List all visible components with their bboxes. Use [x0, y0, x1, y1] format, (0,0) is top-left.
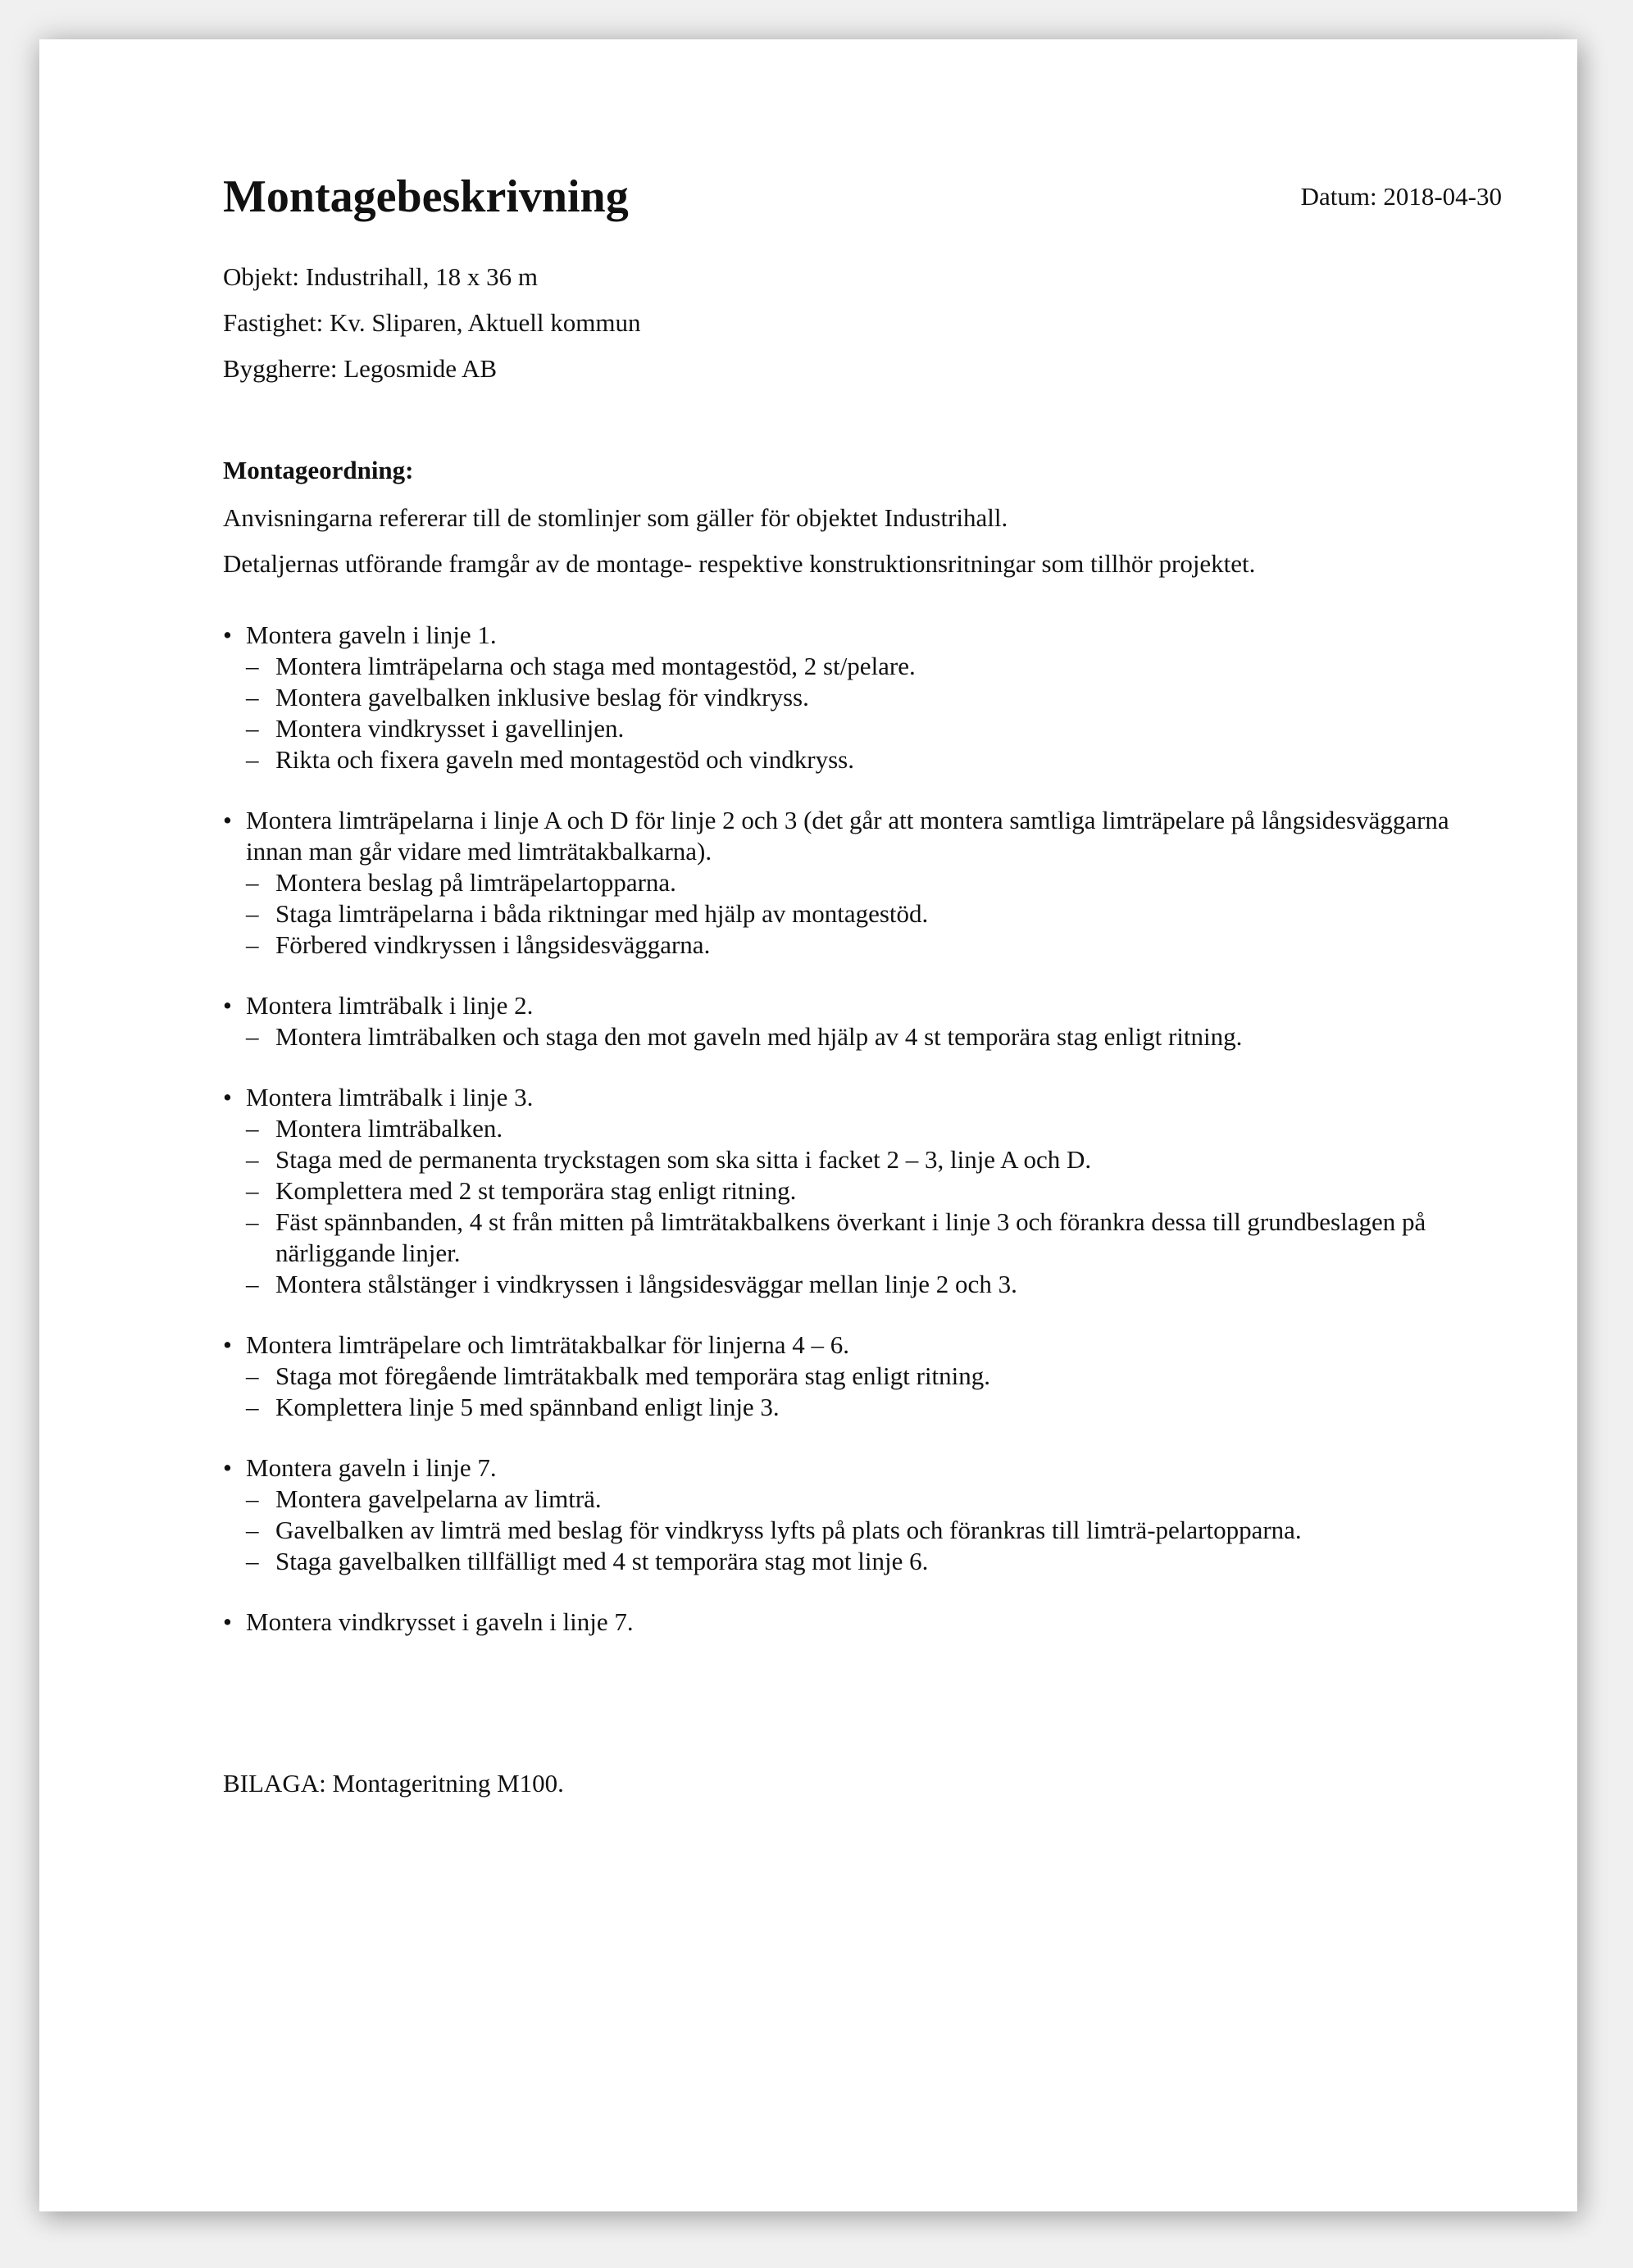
dash-marker: –	[246, 899, 259, 928]
assembly-step	[223, 990, 1502, 1052]
dash-marker: –	[246, 1393, 259, 1421]
bullet-marker: •	[223, 806, 232, 834]
step-text: Montera limträpelarna i linje A och D för linje 2 och 3 (det går att montera samtliga limträpelare på långsidesväggarna innan man går vidare med limträtakbalkarna).	[246, 806, 1449, 866]
step-line	[223, 620, 1502, 651]
sub-step	[223, 1484, 1502, 1515]
dash-marker: –	[246, 1361, 259, 1390]
sub-step-text: Gavelbalken av limträ med beslag för vindkryss lyfts på plats och förankras till limträ-pelartopparna.	[275, 1516, 1302, 1544]
dash-marker: –	[246, 1516, 259, 1544]
dash-marker: –	[246, 1022, 259, 1051]
step-line	[223, 990, 1502, 1021]
dash-marker: –	[246, 652, 259, 680]
sub-step	[223, 1361, 1502, 1392]
bullet-marker: •	[223, 1330, 232, 1359]
sub-step-text: Förbered vindkryssen i långsidesväggarna.	[275, 930, 711, 959]
step-line	[223, 805, 1502, 867]
dash-marker: –	[246, 1484, 259, 1513]
sub-step-text: Staga med de permanenta tryckstagen som ska sitta i facket 2 – 3, linje A och D.	[275, 1145, 1092, 1174]
assembly-step	[223, 1329, 1502, 1423]
assembly-step	[223, 620, 1502, 775]
dash-marker: –	[246, 714, 259, 743]
sub-step	[223, 898, 1502, 929]
assembly-step	[223, 1607, 1502, 1638]
sub-step-text: Komplettera linje 5 med spännband enligt linje 3.	[275, 1393, 780, 1421]
dash-marker: –	[246, 1176, 259, 1205]
meta-property: Fastighet: Kv. Sliparen, Aktuell kommun	[223, 308, 641, 337]
document-title: Montagebeskrivning	[223, 171, 629, 222]
meta-object: Objekt: Industrihall, 18 x 36 m	[223, 262, 539, 291]
sub-step-text: Montera limträbalken.	[275, 1114, 503, 1143]
bullet-marker: •	[223, 1453, 232, 1482]
sub-step-text: Komplettera med 2 st temporära stag enligt ritning.	[275, 1176, 797, 1205]
sub-step	[223, 1269, 1502, 1300]
dash-marker: –	[246, 1114, 259, 1143]
dash-marker: –	[246, 1145, 259, 1174]
attachment-note: BILAGA: Montageritning M100.	[223, 1769, 564, 1798]
assembly-step	[223, 805, 1502, 961]
step-line	[223, 1607, 1502, 1638]
sub-step-text: Montera stålstänger i vindkryssen i långsidesväggar mellan linje 2 och 3.	[275, 1270, 1017, 1298]
sub-step	[223, 744, 1502, 775]
sub-step	[223, 1021, 1502, 1052]
sub-step	[223, 929, 1502, 961]
project-meta	[223, 254, 640, 392]
step-text: Montera vindkrysset i gaveln i linje 7.	[246, 1607, 634, 1636]
sub-step-text: Montera gavelpelarna av limträ.	[275, 1484, 602, 1513]
step-line	[223, 1452, 1502, 1484]
sub-step	[223, 867, 1502, 898]
bullet-marker: •	[223, 1083, 232, 1111]
step-text: Montera limträbalk i linje 2.	[246, 991, 534, 1020]
dash-marker: –	[246, 868, 259, 897]
dash-marker: –	[246, 1207, 259, 1236]
bullet-marker: •	[223, 991, 232, 1020]
sub-step-text: Rikta och fixera gaveln med montagestöd och vindkryss.	[275, 745, 854, 774]
sub-step	[223, 713, 1502, 744]
step-text: Montera limträbalk i linje 3.	[246, 1083, 534, 1111]
sub-step-text: Staga mot föregående limträtakbalk med temporära stag enligt ritning.	[275, 1361, 991, 1390]
step-text: Montera limträpelare och limträtakbalkar för linjerna 4 – 6.	[246, 1330, 849, 1359]
sub-step	[223, 1515, 1502, 1546]
sub-step-text: Montera limträbalken och staga den mot gaveln med hjälp av 4 st temporära stag enligt ritning.	[275, 1022, 1243, 1051]
bullet-marker: •	[223, 620, 232, 649]
sub-step	[223, 1144, 1502, 1175]
intro-line: Detaljernas utförande framgår av de montage- respektive konstruktionsritningar som tillhör projektet.	[223, 549, 1256, 578]
dash-marker: –	[246, 683, 259, 711]
step-line	[223, 1329, 1502, 1361]
document-date: Datum: 2018-04-30	[1300, 182, 1502, 211]
sub-step-text: Montera limträpelarna och staga med montagestöd, 2 st/pelare.	[275, 652, 916, 680]
dash-marker: –	[246, 1547, 259, 1575]
sub-step-text: Staga limträpelarna i båda riktningar med hjälp av montagestöd.	[275, 899, 929, 928]
sub-step	[223, 682, 1502, 713]
intro-text	[223, 495, 1255, 587]
dash-marker: –	[246, 1270, 259, 1298]
dash-marker: –	[246, 745, 259, 774]
sub-step-text: Montera beslag på limträpelartopparna.	[275, 868, 676, 897]
assembly-steps-list	[223, 620, 1502, 1667]
sub-step-text: Fäst spännbanden, 4 st från mitten på limträtakbalkens överkant i linje 3 och förankra dessa till grundbeslagen på närliggande linjer.	[275, 1207, 1426, 1267]
assembly-step	[223, 1452, 1502, 1577]
dash-marker: –	[246, 930, 259, 959]
intro-line: Anvisningarna refererar till de stomlinjer som gäller för objektet Industrihall.	[223, 503, 1008, 532]
sub-step	[223, 1546, 1502, 1577]
sub-step	[223, 1113, 1502, 1144]
step-line	[223, 1082, 1502, 1113]
assembly-step	[223, 1082, 1502, 1300]
sub-step-text: Staga gavelbalken tillfälligt med 4 st temporära stag mot linje 6.	[275, 1547, 929, 1575]
meta-client: Byggherre: Legosmide AB	[223, 354, 498, 383]
sub-step-text: Montera gavelbalken inklusive beslag för vindkryss.	[275, 683, 809, 711]
sub-step	[223, 651, 1502, 682]
sub-step	[223, 1392, 1502, 1423]
document-page	[39, 39, 1577, 2211]
bullet-marker: •	[223, 1607, 232, 1636]
sub-step	[223, 1175, 1502, 1207]
sub-step	[223, 1207, 1502, 1269]
step-text: Montera gaveln i linje 1.	[246, 620, 497, 649]
section-heading: Montageordning:	[223, 456, 414, 484]
step-text: Montera gaveln i linje 7.	[246, 1453, 497, 1482]
sub-step-text: Montera vindkrysset i gavellinjen.	[275, 714, 625, 743]
